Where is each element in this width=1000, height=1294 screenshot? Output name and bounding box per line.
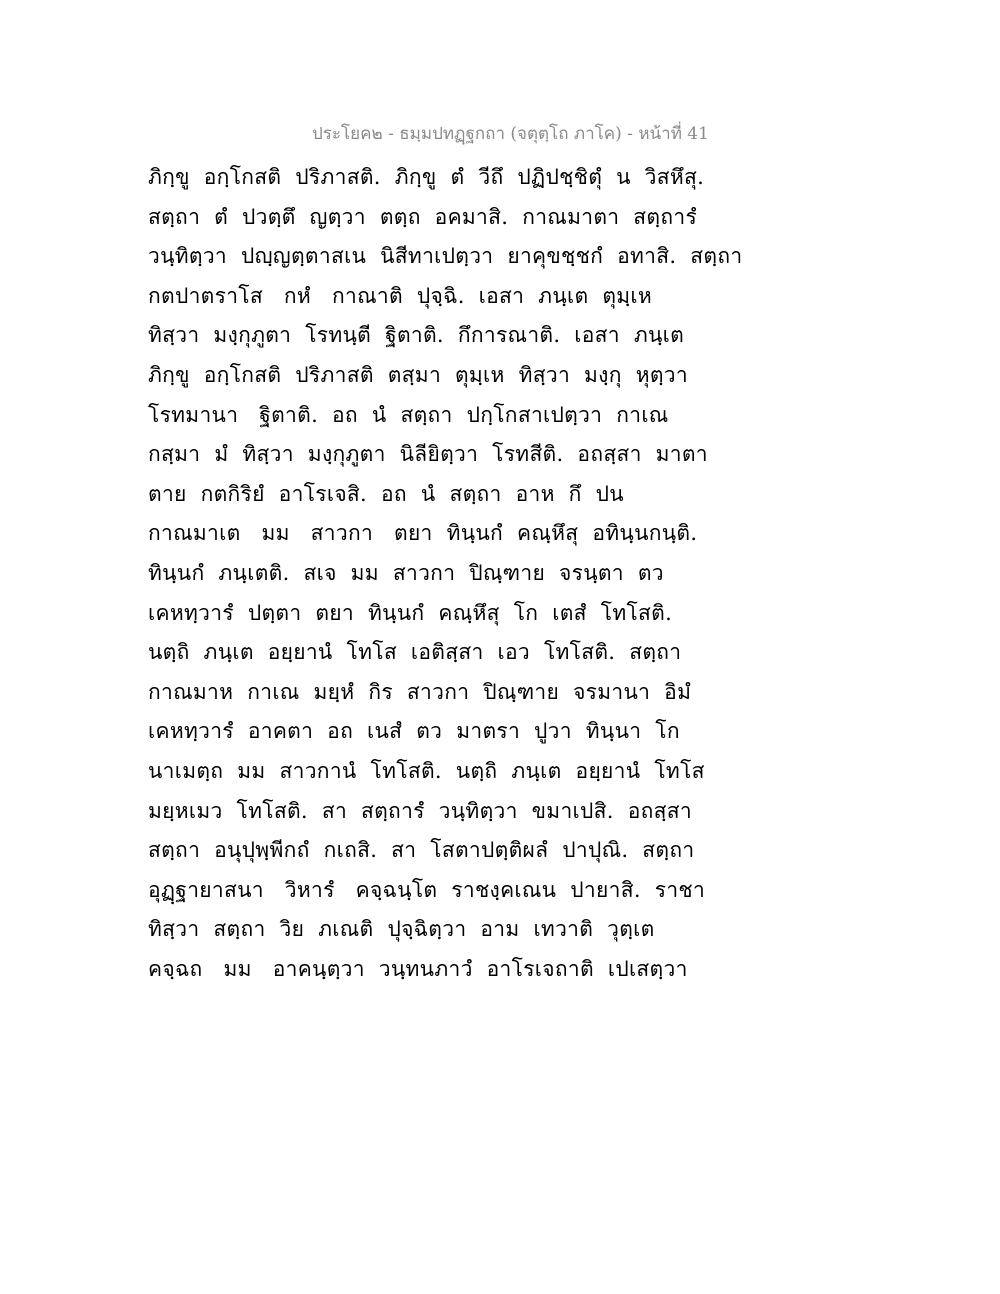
text-line: ภิกฺขู อกฺโกสติ ปริภาสติ ตสฺมา ตุมฺเห ทิสฺวา มงฺกุ หุตฺวา [148,362,688,387]
text-line: กสฺมา มํ ทิสฺวา มงฺกุภูตา นิลียิตฺวา โรทสีติ. อถสฺสา มาตา [148,442,708,467]
text-line: เคหทฺวารํ ปตฺตา ตยา ทินฺนกํ คณฺหึสุ โก เตสํ โทโสติ. [148,600,673,625]
text-line: สตฺถา อนุปุพฺพีกถํ กเถสิ. สา โสตาปตฺติผลํ ปาปุณิ. สตฺถา [148,838,695,863]
text-line: นตฺถิ ภนฺเต อยฺยานํ โทโส เอติสฺสา เอว โทโสติ. สตฺถา [148,640,682,665]
text-line: มยฺหเมว โทโสติ. สา สตฺถารํ วนฺทิตฺวา ขมาเปสิ. อถสฺสา [148,798,692,823]
text-line: กาณมาเต มม สาวกา ตยา ทินฺนกํ คณฺหึสุ อทินฺนกนฺติ. [148,521,698,546]
text-line: กตปาตราโส กหํ กาณาติ ปุจฺฉิ. เอสา ภนฺเต ตุมฺเห [148,283,653,308]
text-line: ทินฺนกํ ภนฺเตติ. สเจ มม สาวกา ปิณฺฑาย จรนฺตา ตว [148,560,664,585]
text-line: ตาย กตกิริยํ อาโรเจสิ. อถ นํ สตฺถา อาห กึ ปน [148,481,624,506]
body-text [148,158,848,989]
page-header-text: ประโยค๒ - ธมฺมปทฏฺฐกถา (จตุตฺโถ ภาโค) - หน้าที่ 41 [312,124,709,144]
text-line: ทิสฺวา มงฺกุภูตา โรทนฺตี ฐิตาติ. กึการณาติ. เอสา ภนฺเต [148,323,685,348]
text-line: ทิสฺวา สตฺถา วิย ภเณติ ปุจฺฉิตฺวา อาม เทวาติ วุตฺเต [148,917,655,942]
text-line: อุฏฺฐายาสนา วิหารํ คจฺฉนฺโต ราชงฺคเณน ปายาสิ. ราชา [148,877,706,902]
page-header [312,120,709,147]
text-line: วนฺทิตฺวา ปญฺญตฺตาสเน นิสีทาเปตฺวา ยาคุขชฺชกํ อทาสิ. สตฺถา [148,244,743,269]
text-line: กาณมาห กาเณ มยฺหํ กิร สาวกา ปิณฺฑาย จรมานา อิมํ [148,679,692,704]
text-line: โรทมานา ฐิตาติ. อถ นํ สตฺถา ปกฺโกสาเปตฺวา กาเณ [148,402,669,427]
text-line: นาเมตฺถ มม สาวกานํ โทโสติ. นตฺถิ ภนฺเต อยฺยานํ โทโส [148,758,705,783]
text-line: สตฺถา ตํ ปวตฺตึ ญตฺวา ตตฺถ อคมาสิ. กาณมาตา สตฺถารํ [148,204,698,229]
text-line: คจฺฉถ มม อาคนฺตฺวา วนฺทนภาวํ อาโรเจถาติ เปเสตฺวา [148,956,688,981]
text-line: ภิกฺขู อกฺโกสติ ปริภาสติ. ภิกฺขู ตํ วีถึ ปฏิปชฺชิตุํ น วิสหึสุ. [148,165,705,189]
text-line: เคหทฺวารํ อาคตา อถ เนสํ ตว มาตรา ปูวา ทินฺนา โก [148,719,680,744]
